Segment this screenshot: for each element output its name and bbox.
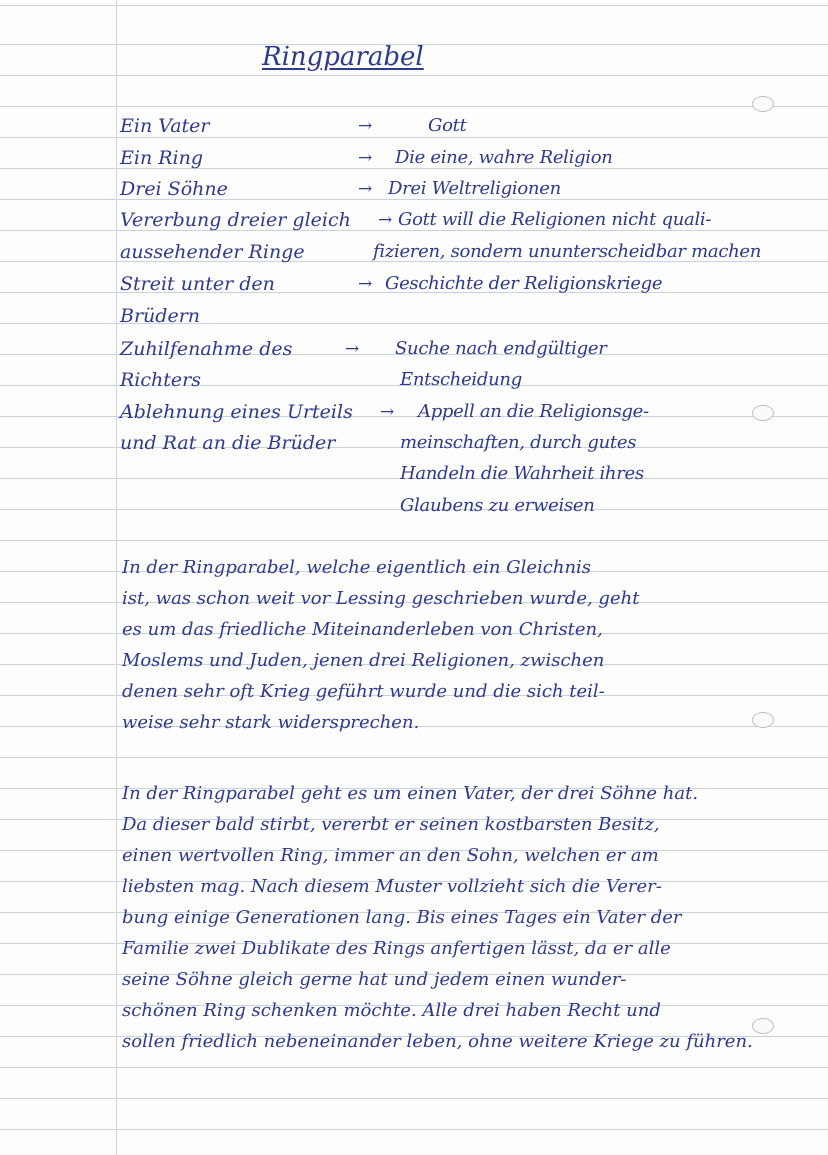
text-line: weise sehr stark widersprechen. xyxy=(122,712,420,733)
mapping-left: aussehender Ringe xyxy=(120,241,305,263)
mapping-right: Geschichte der Religionskriege xyxy=(385,273,663,294)
text-line: In der Ringparabel, welche eigentlich ein Gleichnis xyxy=(122,557,592,578)
mapping-right: Appell an die Religionsge- xyxy=(418,401,649,422)
text-line: denen sehr oft Krieg geführt wurde und die sich teil- xyxy=(122,681,605,702)
mapping-row xyxy=(0,268,828,300)
arrow-icon: → xyxy=(358,148,373,168)
mapping-left: und Rat an die Brüder xyxy=(120,432,336,454)
arrow-icon: → xyxy=(378,210,393,230)
mapping-row xyxy=(0,427,828,459)
text-line: schönen Ring schenken möchte. Alle drei haben Recht und xyxy=(122,1000,661,1021)
text-line: bung einige Generationen lang. Bis eines Tages ein Vater der xyxy=(122,907,682,928)
mapping-row xyxy=(0,173,828,205)
mapping-row xyxy=(0,204,828,236)
mapping-right: Handeln die Wahrheit ihres xyxy=(400,463,644,484)
page-title: Ringparabel xyxy=(262,42,424,72)
mapping-left: Zuhilfenahme des xyxy=(120,338,293,360)
mapping-row xyxy=(0,142,828,174)
mapping-right: Gott will die Religionen nicht quali- xyxy=(398,209,712,230)
mapping-row xyxy=(0,110,828,142)
text-line: seine Söhne gleich gerne hat und jedem einen wunder- xyxy=(122,969,627,990)
mapping-left: Ein Vater xyxy=(120,115,210,137)
mapping-right: Entscheidung xyxy=(400,369,522,390)
text-line: Moslems und Juden, jenen drei Religionen, zwischen xyxy=(122,650,605,671)
mapping-row xyxy=(0,364,828,396)
mapping-row xyxy=(0,396,828,428)
arrow-icon: → xyxy=(380,402,395,422)
arrow-icon: → xyxy=(358,274,373,294)
text-line: es um das friedliche Miteinanderleben von Christen, xyxy=(122,619,603,640)
text-line: ist, was schon weit vor Lessing geschrieben wurde, geht xyxy=(122,588,640,609)
mapping-row xyxy=(0,300,828,332)
mapping-right: meinschaften, durch gutes xyxy=(400,432,637,453)
mapping-right: Glaubens zu erweisen xyxy=(400,495,595,516)
mapping-right: fizieren, sondern ununterscheidbar machen xyxy=(373,241,762,262)
mapping-right: Gott xyxy=(428,115,467,136)
paragraph-1 xyxy=(122,552,782,738)
arrow-icon: → xyxy=(345,339,360,359)
mapping-row xyxy=(0,458,828,490)
mapping-right: Suche nach endgültiger xyxy=(395,338,607,359)
mapping-left: Streit unter den xyxy=(120,273,275,295)
mapping-right: Die eine, wahre Religion xyxy=(395,147,613,168)
mapping-left: Ein Ring xyxy=(120,147,204,169)
text-line: sollen friedlich nebeneinander leben, ohne weitere Kriege zu führen. xyxy=(122,1031,753,1052)
text-line: In der Ringparabel geht es um einen Vater, der drei Söhne hat. xyxy=(122,783,699,804)
mapping-right: Drei Weltreligionen xyxy=(388,178,561,199)
text-line: liebsten mag. Nach diesem Muster vollzieht sich die Verer- xyxy=(122,876,662,897)
mapping-left: Richters xyxy=(120,369,201,391)
mapping-row xyxy=(0,490,828,522)
text-line: Da dieser bald stirbt, vererbt er seinen kostbarsten Besitz, xyxy=(122,814,660,835)
mapping-left: Drei Söhne xyxy=(120,178,228,200)
text-line: Familie zwei Dublikate des Rings anfertigen lässt, da er alle xyxy=(122,938,671,959)
mapping-row xyxy=(0,236,828,268)
arrow-icon: → xyxy=(358,116,373,136)
mapping-left: Ablehnung eines Urteils xyxy=(120,401,353,423)
arrow-icon: → xyxy=(358,179,373,199)
text-line: einen wertvollen Ring, immer an den Sohn, welchen er am xyxy=(122,845,659,866)
mapping-row xyxy=(0,333,828,365)
mapping-left: Brüdern xyxy=(120,305,201,327)
mapping-left: Vererbung dreier gleich xyxy=(120,209,351,231)
paragraph-2 xyxy=(122,778,782,1057)
